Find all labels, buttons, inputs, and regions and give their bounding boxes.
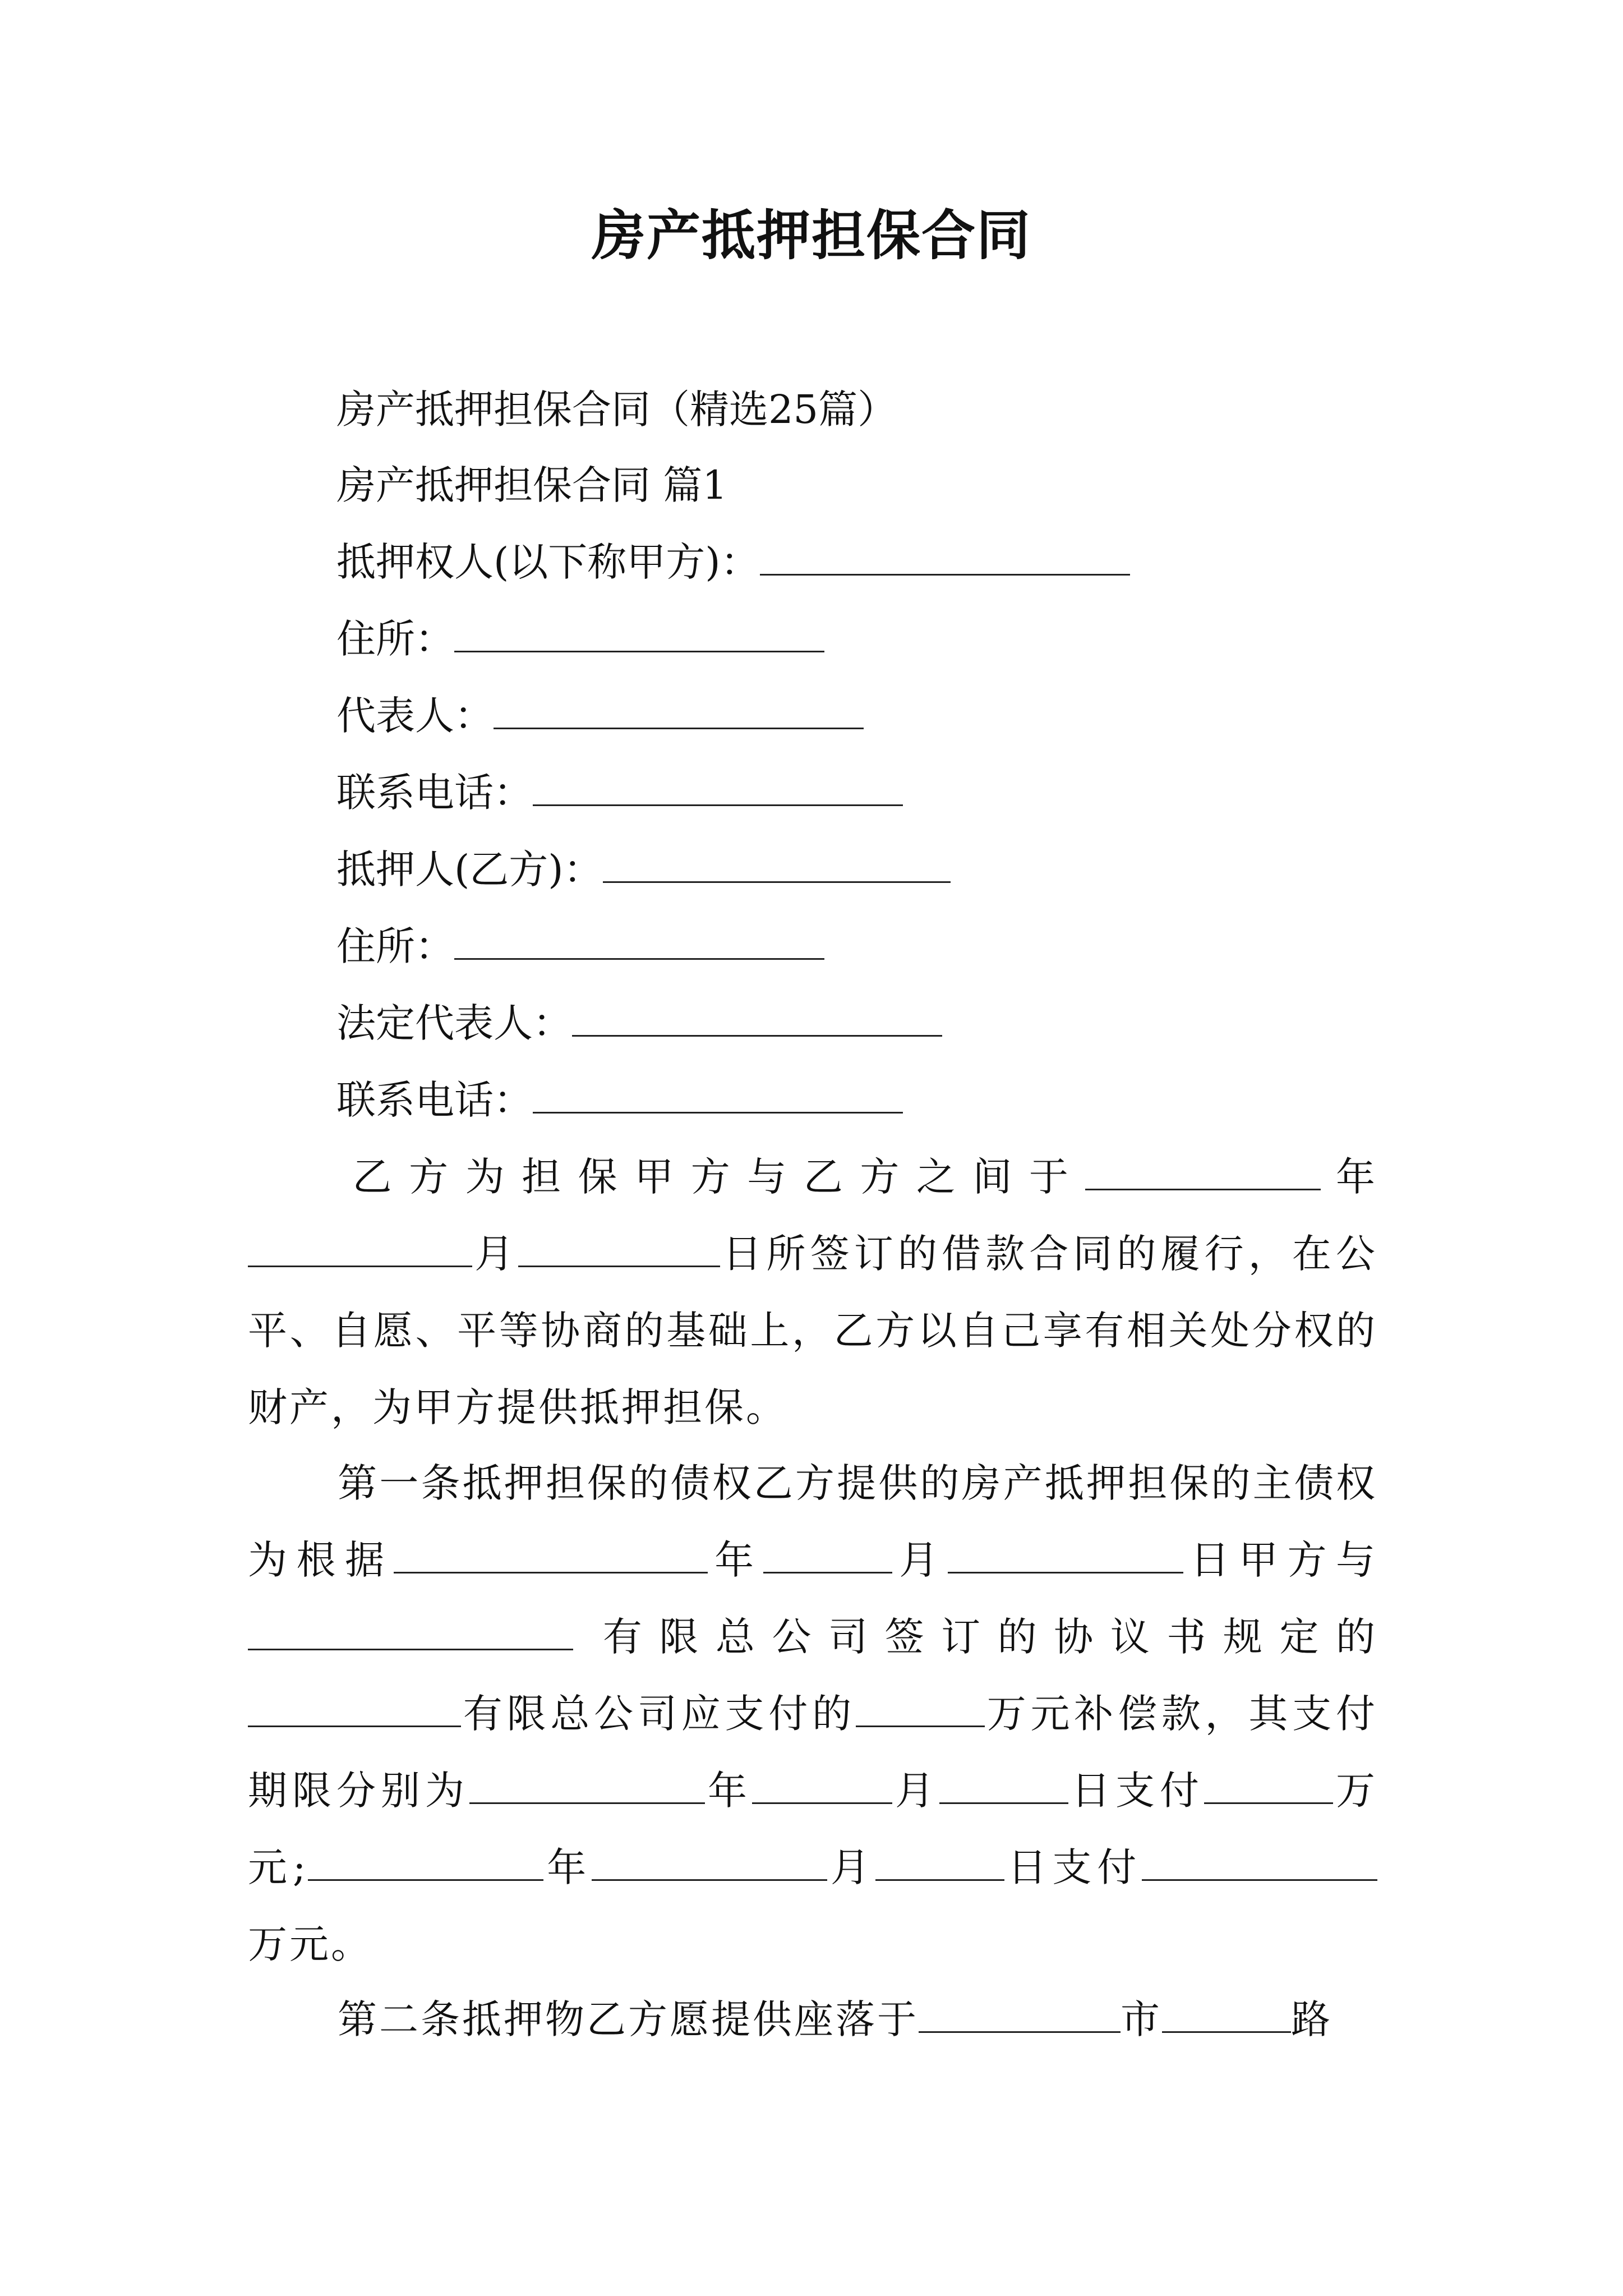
fill-in-blank[interactable]: [763, 1535, 892, 1574]
fill-in-blank[interactable]: [919, 1994, 1121, 2033]
field-label: 抵押权人(以下称甲方)：: [336, 539, 760, 585]
text-run: 年: [543, 1844, 592, 1890]
text-run: 月: [892, 1768, 939, 1814]
text-run: 年: [705, 1768, 752, 1814]
fill-in-blank[interactable]: [518, 1228, 720, 1268]
fill-in-blank[interactable]: [1142, 1842, 1377, 1881]
text-run: 日支付: [1068, 1768, 1204, 1814]
field-representative: [336, 688, 864, 744]
section-heading: 房产抵押担保合同 篇1: [336, 462, 727, 508]
fill-in-blank[interactable]: [1162, 1994, 1291, 2033]
fill-in-blank[interactable]: [394, 1535, 708, 1574]
document-title: 房产抵押担保合同: [592, 204, 1031, 267]
field-legal-representative: [336, 995, 942, 1051]
fill-in-blank[interactable]: [1204, 1765, 1333, 1805]
fill-in-blank[interactable]: [454, 614, 824, 653]
text-run: 年: [1321, 1154, 1378, 1200]
field-label: 联系电话：: [336, 1077, 533, 1123]
field-mortgagor: [336, 841, 951, 898]
fill-in-blank[interactable]: [494, 691, 864, 730]
fill-in-blank[interactable]: [248, 1228, 472, 1268]
text-run: 月: [827, 1844, 875, 1890]
fill-in-blank[interactable]: [469, 1765, 705, 1805]
fill-in-blank[interactable]: [760, 537, 1130, 576]
text-run: 月: [892, 1537, 948, 1583]
text-run: 路: [1291, 1996, 1332, 2042]
text-run: 第二条抵押物乙方愿提供座落于: [338, 1996, 919, 2042]
text-run: 月: [472, 1231, 519, 1277]
fill-in-blank[interactable]: [603, 844, 951, 884]
fill-in-blank[interactable]: [248, 1612, 573, 1651]
fill-in-blank[interactable]: [948, 1535, 1183, 1574]
fill-in-blank[interactable]: [592, 1842, 827, 1881]
text-run: 乙方为担保甲方与乙方之间于: [338, 1154, 1086, 1200]
preamble-paragraph: [248, 1139, 1377, 1446]
text-run: 日所签订的借款合同的履行，在公平、自愿、平等协商的基础上，乙方以自己享有相关处分权的财产，为甲方提供抵押担保。: [248, 1231, 1378, 1430]
fill-in-blank[interactable]: [875, 1842, 1004, 1881]
text-run: 日甲方与: [1183, 1537, 1378, 1583]
text-run: 有限总公司应支付的: [461, 1691, 856, 1737]
fill-in-blank[interactable]: [572, 998, 942, 1037]
fill-in-blank[interactable]: [939, 1765, 1068, 1805]
fill-in-blank[interactable]: [856, 1688, 985, 1728]
fill-in-blank[interactable]: [248, 1688, 461, 1728]
text-run: 有限总公司签订的协议书规定的: [602, 1614, 1377, 1660]
fill-in-blank[interactable]: [308, 1842, 543, 1881]
field-label: 抵押人(乙方)：: [336, 846, 603, 892]
field-mortgagee-phone: [336, 765, 903, 821]
text-run: 日支付: [1004, 1844, 1142, 1890]
article-1-paragraph: [248, 1445, 1377, 1983]
fill-in-blank[interactable]: [1085, 1152, 1321, 1191]
fill-in-blank[interactable]: [454, 921, 824, 960]
field-mortgagor-address: [336, 918, 824, 974]
field-mortgagee-address: [336, 611, 824, 667]
text-run: 市: [1121, 1996, 1162, 2042]
fill-in-blank[interactable]: [752, 1765, 892, 1805]
article-2-paragraph: [248, 1981, 1377, 2058]
text-run: 年: [707, 1537, 763, 1583]
field-label: 法定代表人：: [336, 1000, 572, 1046]
text-run: 万元;: [248, 1768, 1377, 1890]
field-label: 联系电话：: [336, 770, 533, 816]
text-run: 第一条抵押担保的债权乙方提供的房产抵押担保的主债权为根据: [248, 1460, 1377, 1583]
field-mortgagee: [336, 534, 1130, 590]
text-run: 万元。: [248, 1921, 372, 1967]
text-run: 万元补偿款，其支付期限分别为: [248, 1691, 1378, 1814]
fill-in-blank[interactable]: [533, 767, 903, 807]
document-subtitle: 房产抵押担保合同（精选25篇）: [336, 386, 897, 432]
fill-in-blank[interactable]: [533, 1075, 903, 1114]
field-label: 代表人：: [336, 693, 494, 739]
field-label: 住所：: [336, 923, 454, 969]
field-label: 住所：: [336, 616, 454, 662]
field-mortgagor-phone: [336, 1072, 903, 1128]
